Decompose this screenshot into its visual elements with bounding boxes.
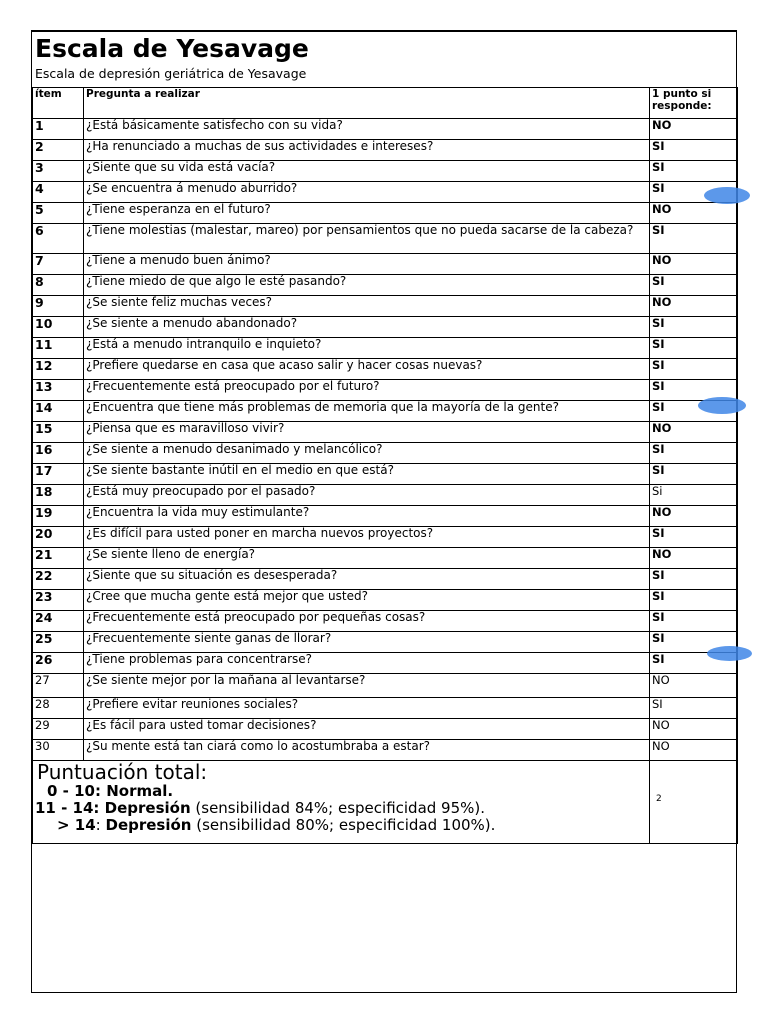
answer-value: SI xyxy=(650,611,738,632)
question-text: ¿Siente que su situación es desesperada? xyxy=(84,569,650,590)
answer-value: SI xyxy=(650,698,738,719)
question-text: ¿Está básicamente satisfecho con su vida? xyxy=(84,119,650,140)
table-row xyxy=(33,203,738,224)
table-row xyxy=(33,632,738,653)
question-text: ¿Es difícil para usted poner en marcha nuevos proyectos? xyxy=(84,527,650,548)
range-moderate xyxy=(35,800,647,817)
item-number: 14 xyxy=(33,401,84,422)
table-row xyxy=(33,653,738,674)
table-row xyxy=(33,548,738,569)
item-number: 11 xyxy=(33,338,84,359)
question-text: ¿Frecuentemente está preocupado por el futuro? xyxy=(84,380,650,401)
answer-value: NO xyxy=(650,719,738,740)
header-question: Pregunta a realizar xyxy=(84,88,650,119)
item-number: 30 xyxy=(33,740,84,761)
answer-value: NO xyxy=(650,119,738,140)
answer-value: SI xyxy=(650,380,738,401)
question-text: ¿Su mente está tan ciará como lo acostumbraba a estar? xyxy=(84,740,650,761)
question-text: ¿Prefiere quedarse en casa que acaso salir y hacer cosas nuevas? xyxy=(84,359,650,380)
question-text: ¿Está a menudo intranquilo e inquieto? xyxy=(84,338,650,359)
item-number: 24 xyxy=(33,611,84,632)
question-text: ¿Tiene molestias (malestar, mareo) por pensamientos que no pueda sacarse de la cabeza? xyxy=(84,224,650,254)
table-row xyxy=(33,182,738,203)
table-row xyxy=(33,719,738,740)
item-number: 6 xyxy=(33,224,84,254)
item-number: 22 xyxy=(33,569,84,590)
table-row xyxy=(33,443,738,464)
table-row xyxy=(33,359,738,380)
item-number: 8 xyxy=(33,275,84,296)
range-severe-colon: : xyxy=(95,816,106,834)
item-number: 9 xyxy=(33,296,84,317)
item-number: 16 xyxy=(33,443,84,464)
item-number: 19 xyxy=(33,506,84,527)
question-text: ¿Frecuentemente siente ganas de llorar? xyxy=(84,632,650,653)
item-number: 17 xyxy=(33,464,84,485)
answer-value: NO xyxy=(650,548,738,569)
range-moderate-value: 11 - 14: xyxy=(35,799,100,817)
answer-value: SI xyxy=(650,401,738,422)
total-description xyxy=(33,761,650,844)
page-title: Escala de Yesavage xyxy=(35,34,309,63)
table-row xyxy=(33,464,738,485)
range-moderate-label: Depresión xyxy=(99,799,191,817)
item-number: 18 xyxy=(33,485,84,506)
total-title: Puntuación total: xyxy=(37,760,208,784)
item-number: 21 xyxy=(33,548,84,569)
item-number: 4 xyxy=(33,182,84,203)
answer-value: SI xyxy=(650,653,738,674)
item-number: 25 xyxy=(33,632,84,653)
item-number: 15 xyxy=(33,422,84,443)
range-severe xyxy=(35,817,647,834)
table-row xyxy=(33,698,738,719)
table-row xyxy=(33,569,738,590)
table-row xyxy=(33,161,738,182)
question-text: ¿Encuentra la vida muy estimulante? xyxy=(84,506,650,527)
question-text: ¿Está muy preocupado por el pasado? xyxy=(84,485,650,506)
range-moderate-note: (sensibilidad 84%; especificidad 95%). xyxy=(190,799,486,817)
table-row xyxy=(33,296,738,317)
item-number: 7 xyxy=(33,254,84,275)
question-text: ¿Se encuentra á menudo aburrido? xyxy=(84,182,650,203)
answer-value: Si xyxy=(650,485,738,506)
question-text: ¿Tiene esperanza en el futuro? xyxy=(84,203,650,224)
answer-value: SI xyxy=(650,590,738,611)
range-normal-label: Normal. xyxy=(100,782,174,800)
range-severe-value: > 14 xyxy=(57,816,96,834)
question-text: ¿Encuentra que tiene más problemas de memoria que la mayoría de la gente? xyxy=(84,401,650,422)
table-row xyxy=(33,338,738,359)
answer-value: SI xyxy=(650,317,738,338)
question-text: ¿Tiene a menudo buen ánimo? xyxy=(84,254,650,275)
item-number: 5 xyxy=(33,203,84,224)
range-severe-note: (sensibilidad 80%; especificidad 100%). xyxy=(191,816,496,834)
question-text: ¿Se siente mejor por la mañana al levantarse? xyxy=(84,674,650,698)
item-number: 13 xyxy=(33,380,84,401)
table-row xyxy=(33,506,738,527)
question-text: ¿Se siente a menudo abandonado? xyxy=(84,317,650,338)
question-text: ¿Siente que su vida está vacía? xyxy=(84,161,650,182)
table-row xyxy=(33,224,738,254)
total-row xyxy=(33,761,738,844)
range-normal xyxy=(35,783,647,800)
answer-value: NO xyxy=(650,506,738,527)
blue-pen-mark xyxy=(704,187,750,204)
table-row xyxy=(33,119,738,140)
answer-value: SI xyxy=(650,338,738,359)
question-text: ¿Frecuentemente está preocupado por pequeñas cosas? xyxy=(84,611,650,632)
item-number: 23 xyxy=(33,590,84,611)
questions-table xyxy=(32,87,738,844)
answer-value: NO xyxy=(650,203,738,224)
answer-value: SI xyxy=(650,359,738,380)
answer-value: SI xyxy=(650,140,738,161)
range-severe-label: Depresión xyxy=(105,816,192,834)
question-text: ¿Se siente bastante inútil en el medio en que está? xyxy=(84,464,650,485)
table-row xyxy=(33,740,738,761)
table-header-row xyxy=(33,88,738,119)
answer-value: NO xyxy=(650,254,738,275)
question-text: ¿Tiene problemas para concentrarse? xyxy=(84,653,650,674)
range-normal-value: 0 - 10: xyxy=(47,782,101,800)
question-text: ¿Piensa que es maravilloso vivir? xyxy=(84,422,650,443)
question-text: ¿Se siente a menudo desanimado y melancólico? xyxy=(84,443,650,464)
answer-value: SI xyxy=(650,182,738,203)
question-text: ¿Ha renunciado a muchas de sus actividades e intereses? xyxy=(84,140,650,161)
item-number: 20 xyxy=(33,527,84,548)
question-text: ¿Se siente lleno de energía? xyxy=(84,548,650,569)
table-row xyxy=(33,527,738,548)
total-score: 2 xyxy=(656,794,662,804)
table-row xyxy=(33,674,738,698)
header-item: ítem xyxy=(33,88,84,119)
answer-value: SI xyxy=(650,443,738,464)
item-number: 3 xyxy=(33,161,84,182)
question-text: ¿Tiene miedo de que algo le esté pasando? xyxy=(84,275,650,296)
table-row xyxy=(33,485,738,506)
item-number: 12 xyxy=(33,359,84,380)
item-number: 1 xyxy=(33,119,84,140)
question-text: ¿Prefiere evitar reuniones sociales? xyxy=(84,698,650,719)
question-text: ¿Es fácil para usted tomar decisiones? xyxy=(84,719,650,740)
answer-value: NO xyxy=(650,740,738,761)
blue-pen-mark xyxy=(698,397,746,414)
answer-value: SI xyxy=(650,464,738,485)
total-score-cell xyxy=(650,761,738,844)
answer-value: SI xyxy=(650,275,738,296)
answer-value: SI xyxy=(650,527,738,548)
table-row xyxy=(33,422,738,443)
header-point: 1 punto si responde: xyxy=(650,88,738,119)
table-row xyxy=(33,401,738,422)
answer-value: SI xyxy=(650,632,738,653)
item-number: 2 xyxy=(33,140,84,161)
answer-value: NO xyxy=(650,422,738,443)
table-row xyxy=(33,611,738,632)
answer-value: SI xyxy=(650,161,738,182)
table-row xyxy=(33,140,738,161)
table-row xyxy=(33,317,738,338)
question-text: ¿Cree que mucha gente está mejor que usted? xyxy=(84,590,650,611)
table-row xyxy=(33,275,738,296)
answer-value: SI xyxy=(650,224,738,254)
scale-sheet xyxy=(31,30,737,993)
question-text: ¿Se siente feliz muchas veces? xyxy=(84,296,650,317)
table-row xyxy=(33,590,738,611)
item-number: 28 xyxy=(33,698,84,719)
item-number: 26 xyxy=(33,653,84,674)
table-row xyxy=(33,254,738,275)
answer-value: NO xyxy=(650,296,738,317)
table-row xyxy=(33,380,738,401)
answer-value: NO xyxy=(650,674,738,698)
item-number: 27 xyxy=(33,674,84,698)
page-subtitle: Escala de depresión geriátrica de Yesavage xyxy=(35,66,307,81)
blue-pen-mark xyxy=(707,646,752,661)
answer-value: SI xyxy=(650,569,738,590)
item-number: 29 xyxy=(33,719,84,740)
item-number: 10 xyxy=(33,317,84,338)
